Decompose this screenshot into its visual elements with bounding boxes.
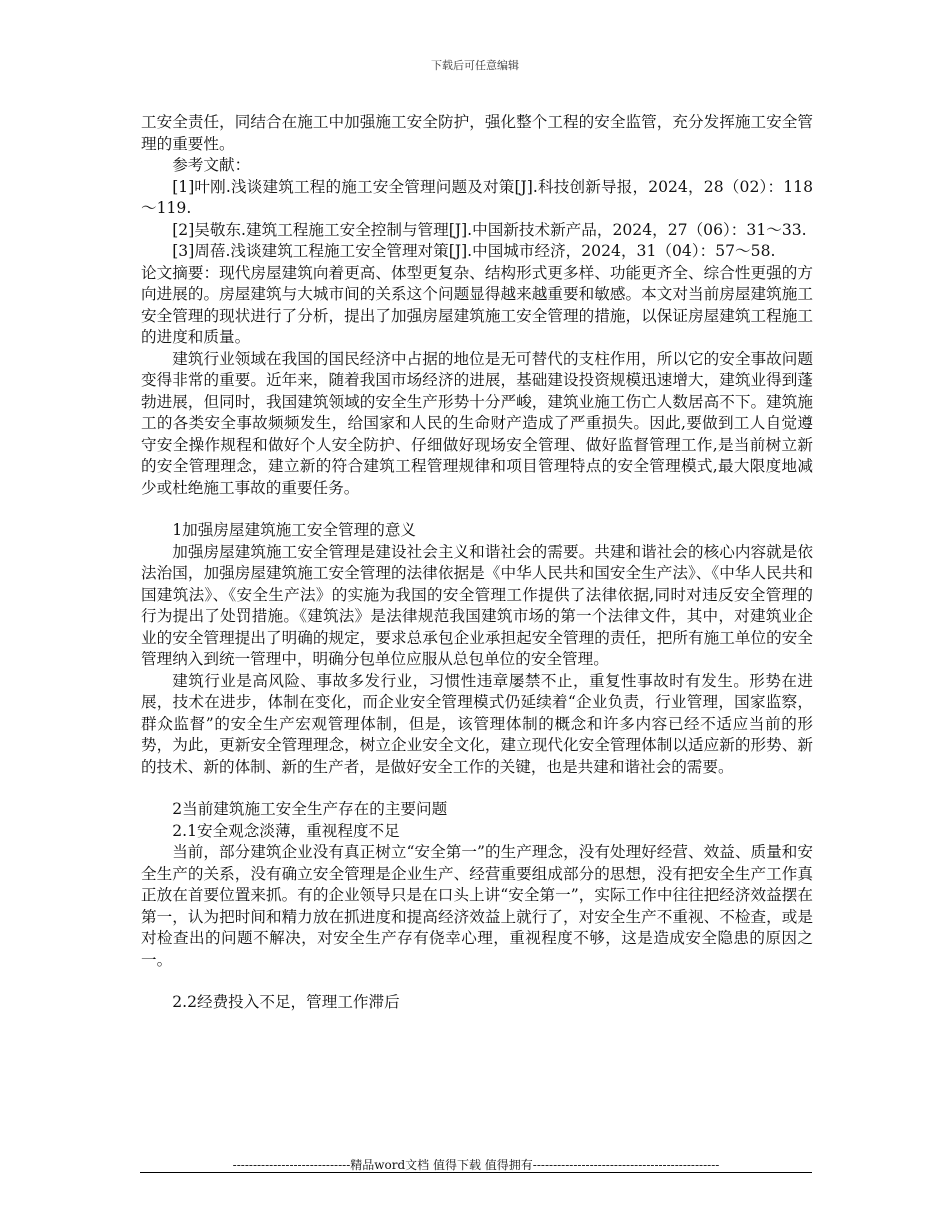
subsection-heading: 2.1安全观念淡薄，重视程度不足 <box>172 821 400 840</box>
page-header: 下载后可任意编辑 <box>431 59 519 72</box>
section-heading: 1加强房屋建筑施工安全管理的意义 <box>172 521 417 539</box>
footer-rule <box>140 1172 812 1173</box>
body-paragraph: 建筑行业领域在我国的国民经济中占据的地位是无可替代的支柱作用，所以它的安全事故问题变得非常的重要。近年来，随着我国市场经济的进展，基础建设投资规模迅速增大，建筑业得到蓬勃进展，但同时，我国建筑领域的安全生产形势十分严峻，建筑业施工伤亡人数居高不下。建筑施工的各类安全事故频频发生，给国家和人民的生命财产造成了严重损失。因此,要做到工人自觉遵守安全操作规程和做好个人安全防护、仔细做好现场安全管理、做好监督管理工作,是当前树立新的安全管理理念，建立新的符合建筑工程管理规律和项目管理特点的安全管理模式,最大限度地减少或杜绝施工事故的重要任务。 <box>141 349 813 497</box>
body-paragraph: 当前，部分建筑企业没有真正树立“安全第一”的生产理念，没有处理好经营、效益、质量和安全生产的关系，没有确立安全管理是企业生产、经营重要组成部分的思想，没有把安全生产工作真正放在首要位置来抓。有的企业领导只是在口头上讲“安全第一”，实际工作中往往把经济效益摆在第一，认为把时间和精力放在抓进度和提高经济效益上就行了，对安全生产不重视、不检查，或是对检查出的问题不解决，对安全生产存有侥幸心理，重视程度不够，这是造成安全隐患的原因之一。 <box>141 843 813 969</box>
paragraph-gap <box>141 971 813 992</box>
paragraph-continuation: 工安全责任，同结合在施工中加强施工安全防护，强化整个工程的安全监管，充分发挥施工安全管理的重要性。 <box>141 113 813 153</box>
body-paragraph: 建筑行业是高风险、事故多发行业，习惯性违章屡禁不止，重复性事故时有发生。形势在进展，技术在进步，体制在变化，而企业安全管理模式仍延续着“企业负责，行业管理，国家监察，群众监督”的安全生产宏观管理体制，但是，该管理体制的概念和许多内容已经不适应当前的形势，为此，更新安全管理理念，树立企业安全文化，建立现代化安全管理体制以适应新的形势、新的技术、新的体制、新的生产者，是做好安全工作的关键，也是共建和谐社会的需要。 <box>141 671 813 776</box>
abstract-paragraph: 论文摘要：现代房屋建筑向着更高、体型更复杂、结构形式更多样、功能更齐全、综合性更强的方向进展的。房屋建筑与大城市间的关系这个问题显得越来越重要和敏感。本文对当前房屋建筑施工安全管理的现状进行了分析，提出了加强房屋建筑施工安全管理的措施，以保证房屋建筑工程施工的进度和质量。 <box>141 263 813 346</box>
subsection-heading: 2.2经费投入不足，管理工作滞后 <box>172 993 400 1011</box>
document-body <box>141 112 813 1014</box>
reference-item: [1]叶刚.浅谈建筑工程的施工安全管理问题及对策[J].科技创新导报，2024，28（02）：118～119. <box>141 177 813 217</box>
page-footer: -----------------------------精品word文档 值得下载 值得拥有---------------------------------------------- <box>232 1158 720 1172</box>
paragraph-gap <box>141 778 813 799</box>
body-paragraph: 加强房屋建筑施工安全管理是建设社会主义和谐社会的需要。共建和谐社会的核心内容就是依法治国，加强房屋建筑施工安全管理的法律依据是《中华人民共和国安全生产法》、《中华人民共和国建筑法》、《安全生产法》的实施为我国的安全管理工作提供了法律依据,同时对违反安全管理的行为提出了处罚措施。《建筑法》是法律规范我国建筑市场的第一个法律文件，其中，对建筑业企业的安全管理提出了明确的规定，要求总承包企业承担起安全管理的责任，把所有施工单位的安全管理纳入到统一管理中，明确分包单位应服从总包单位的安全管理。 <box>141 542 813 668</box>
references-heading: 参考文献： <box>172 156 251 174</box>
paragraph-gap <box>141 499 813 520</box>
reference-item: [3]周蓓.浅谈建筑工程施工安全管理对策[J].中国城市经济，2024，31（04）：57～58. <box>172 242 776 260</box>
section-heading: 2当前建筑施工安全生产存在的主要问题 <box>172 800 448 818</box>
reference-item: [2]吴敬东.建筑工程施工安全控制与管理[J].中国新技术新产品，2024，27（06）：31～33. <box>172 220 807 239</box>
